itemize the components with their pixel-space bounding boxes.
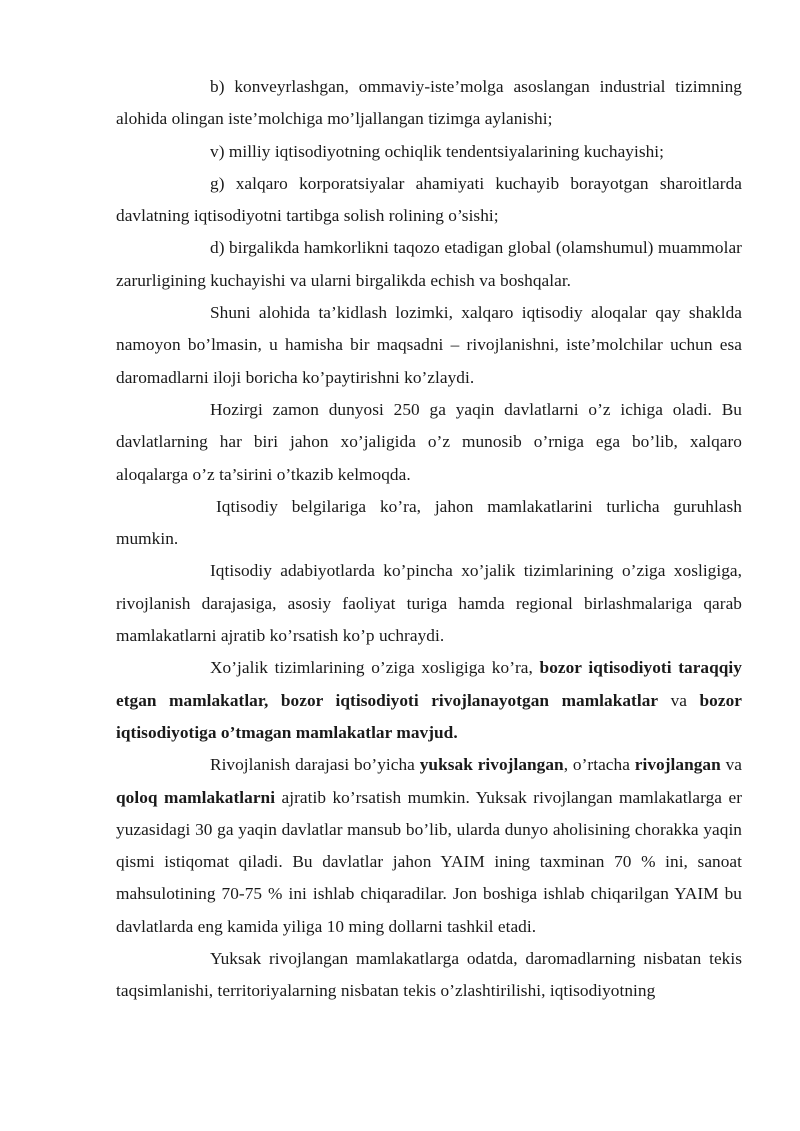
bold-text-run: bozor iqtisodiyotiga o’tmagan mamlakatlar mavjud. <box>116 690 742 742</box>
paragraph-g <box>116 168 742 233</box>
paragraph-literature <box>116 555 742 652</box>
text-run: va <box>720 755 743 775</box>
paragraph-development-level <box>116 749 742 943</box>
paragraph-developed-countries <box>116 943 742 1008</box>
text-run: b) konveyrlashgan, ommaviy-iste’molga asoslangan industrial tizimning alohida olingan iste’molchiga mo’ljallangan tizimga aylanishi; <box>116 77 742 129</box>
text-run: Iqtisodiy belgilariga ko’ra, jahon mamlakatlarini turlicha guruhlash mumkin. <box>116 496 742 549</box>
text-run: v) milliy iqtisodiyotning ochiqlik tendentsiyalarining kuchayishi; <box>210 141 665 161</box>
text-run: Hozirgi zamon dunyosi 250 ga yaqin davlatlarni o’z ichiga oladi. Bu davlatlarning har biri jahon xo’jaligida o’z munosib o’rniga ega bo’lib, xalqaro aloqalarga o’z ta’sirini o’tkazib kelmoqda. <box>116 399 742 484</box>
paragraph-grouping <box>116 491 742 556</box>
text-run: Yuksak rivojlangan mamlakatlarga odatda, daromadlarning nisbatan tekis taqsimlanishi, territoriyalarning nisbatan tekis o’zlashtirilishi, iqtisodiyotning <box>116 949 742 1001</box>
text-run: , o’rtacha <box>563 755 635 775</box>
paragraph-v <box>116 136 742 168</box>
bold-text-run: yuksak rivojlangan <box>419 755 564 775</box>
paragraph-world-countries <box>116 394 742 491</box>
text-run: g) xalqaro korporatsiyalar ahamiyati kuchayib borayotgan sharoitlarda davlatning iqtisodiyotni tartibga solish rolining o’sishi; <box>116 173 742 226</box>
text-run: Xo’jalik tizimlarining o’ziga xosligiga ko’ra, <box>210 658 540 678</box>
paragraph-development-goal <box>116 297 742 394</box>
text-run: Shuni alohida ta’kidlash lozimki, xalqaro iqtisodiy aloqalar qay shaklda namoyon bo’lmasin, u hamisha bir maqsadni – rivojlanishni, iste’molchilar uchun esa daromadlarni iloji boricha ko’paytirishni ko’zlaydi. <box>116 303 742 387</box>
text-run: Rivojlanish darajasi bo’yicha <box>210 755 420 775</box>
paragraph-d <box>116 232 742 297</box>
paragraph-economic-systems <box>116 652 742 749</box>
text-run: Iqtisodiy adabiyotlarda ko’pincha xo’jalik tizimlarining o’ziga xosligiga, rivojlanish darajasiga, asosiy faoliyat turiga hamda regional birlashmalariga qarab mamlakatlarni ajratib ko’rsatish ko’p uchraydi. <box>116 561 742 646</box>
paragraph-b <box>116 71 742 136</box>
text-run: va <box>658 690 700 710</box>
bold-text-run: bozor iqtisodiyoti taraqqiy etgan mamlakatlar, bozor iqtisodiyoti rivojlanayotgan mamlakatlar <box>116 658 742 710</box>
text-run: d) birgalikda hamkorlikni taqozo etadigan global (olamshumul) muammolar zarurligining kuchayishi va ularni birgalikda echish va boshqalar. <box>116 238 742 290</box>
text-run: ajratib ko’rsatish mumkin. Yuksak rivojlangan mamlakatlarga er yuzasidagi 30 ga yaqin davlatlar mansub bo’lib, ularda dunyo aholisining chorakka yaqin qismi istiqomat qiladi. Bu davlatlar jahon YAIM ining taxminan 70 % ini, sanoat mahsulotining 70-75 % ini ishlab chiqaradilar. Jon boshiga ishlab chiqarilgan YAIM bu davlatlarda eng kamida yiliga 10 ming dollarni tashkil etadi. <box>116 787 743 936</box>
bold-text-run: qoloq mamlakatlarni <box>116 787 276 807</box>
bold-text-run: rivojlangan <box>634 755 721 775</box>
